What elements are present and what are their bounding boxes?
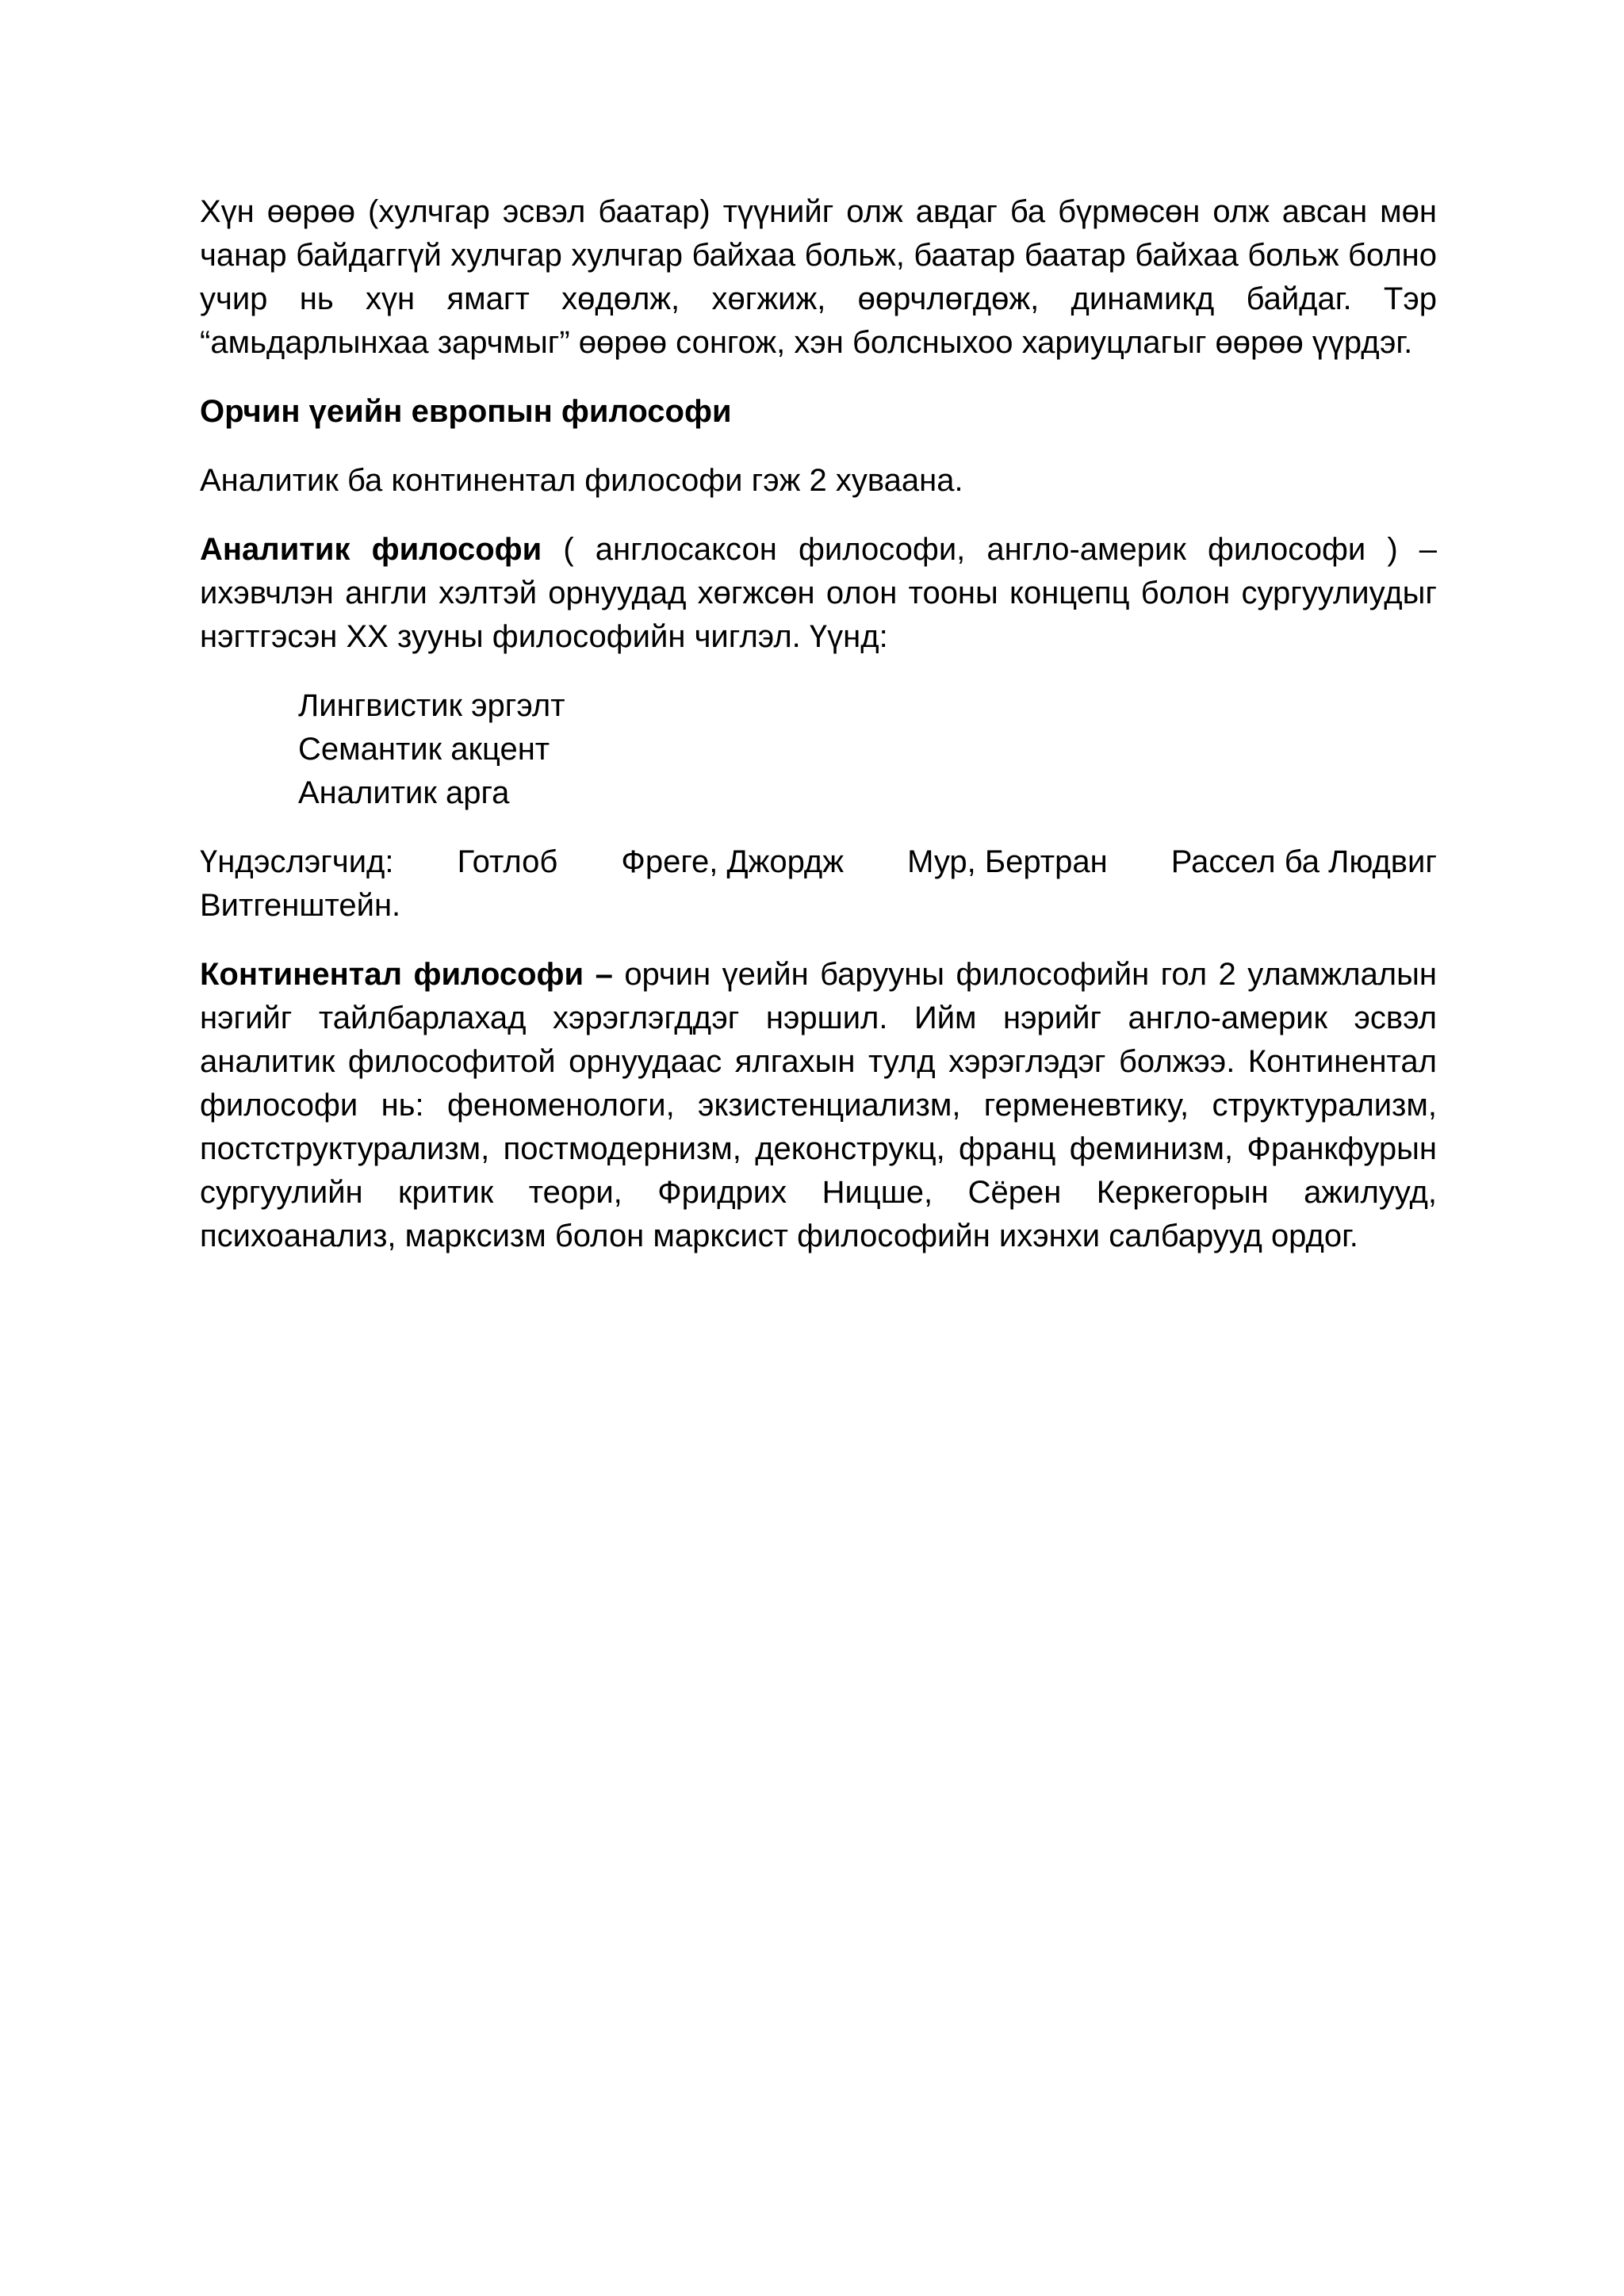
- founder-name: Фреге, Джордж: [621, 844, 845, 879]
- analytic-term: Аналитик философи: [200, 532, 542, 567]
- analytic-text: ( англосаксон философи, англо-америк философи ) – ихэвчлэн англи хэлтэй орнуудад хөгжсөн олон тооны концепц болон сургуулиудыг нэгтгэсэн XX зууны философийн чиглэл. Үүнд:: [200, 532, 1437, 654]
- continental-paragraph: [200, 953, 1437, 1258]
- founder-name: Рассел ба Людвиг: [1170, 844, 1437, 879]
- founder-name: Готлоб: [457, 844, 558, 879]
- division-paragraph: Аналитик ба континентал философи гэж 2 хуваана.: [200, 463, 963, 498]
- continental-term: Континентал философи –: [200, 957, 613, 992]
- founders-line: [200, 840, 1437, 884]
- intro-paragraph: Хүн өөрөө (хулчгар эсвэл баатар) түүнийг олж авдаг ба бүрмөсөн олж авсан мөн чанар байдаггүй хулчгар хулчгар байхаа больж, баатар баатар байхаа больж болно учир нь хүн ямагт хөдөлж, хөгжиж, өөрчлөгдөж, динамикд байдаг. Тэр “амьдарлынхаа зарчмыг” өөрөө сонгож, хэн болсныхоо хариуцлагыг өөрөө үүрдэг.: [200, 194, 1437, 360]
- section-heading: Орчин үеийн европын философи: [200, 394, 732, 429]
- list-item: Аналитик арга: [298, 775, 510, 810]
- continental-text: орчин үеийн барууны философийн гол 2 уламжлалын нэгийг тайлбарлахад хэрэглэгддэг нэршил. Ийм нэрийг англо-америк эсвэл аналитик философитой орнуудаас ялгахын тулд хэрэглэдэг болжээ. Континентал философи нь: феноменологи, экзистенциализм, герменевтику, структурализм, постструктурализм, постмодернизм, деконструкц, франц феминизм, Франкфурын сургуулийн критик теори, Фридрих Ницше, Сёрен Керкегорын ажилууд, психоанализ, марксизм болон марксист философийн ихэнхи салбарууд ордог.: [200, 957, 1437, 1253]
- founder-name: Мур, Бертран: [907, 844, 1108, 879]
- document-page: [200, 190, 1437, 1284]
- founders-line-continued: Витгенштейн.: [200, 888, 401, 923]
- analytic-paragraph: [200, 528, 1437, 659]
- list-item: Семантик акцент: [298, 732, 550, 767]
- founders-label: Үндэслэгчид:: [200, 844, 394, 879]
- list-item: Лингвистик эргэлт: [298, 688, 565, 723]
- analytic-list: [298, 684, 1437, 815]
